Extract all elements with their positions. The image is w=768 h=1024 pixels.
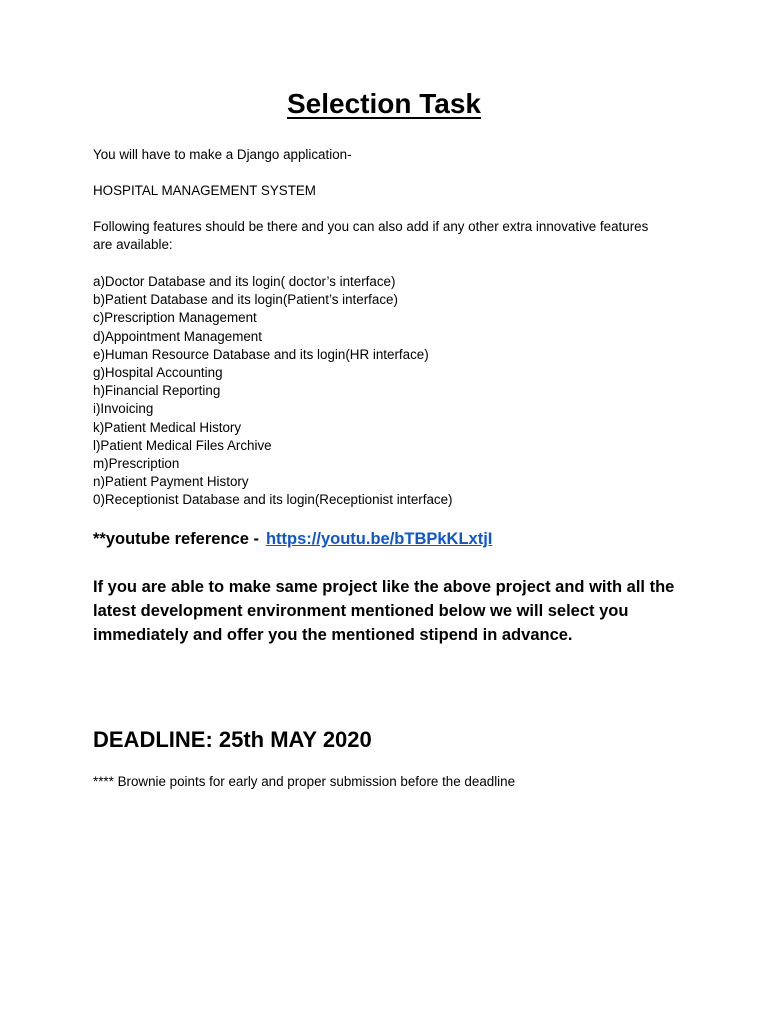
feature-item: g)Hospital Accounting	[93, 365, 223, 381]
youtube-reference	[93, 528, 492, 550]
offer-text: If you are able to make same project like the above project and with all the latest development environment mentioned below we will select you immediately and offer you the mentioned stipend in advance.	[93, 578, 675, 644]
features-intro-text: Following features should be there and you can also add if any other extra innovative features are available:	[93, 219, 649, 253]
intro-text: You will have to make a Django application-	[93, 147, 352, 162]
youtube-label: **youtube reference -	[93, 530, 259, 548]
document-title: Selection Task	[286, 88, 481, 119]
feature-item: e)Human Resource Database and its login(HR interface)	[93, 346, 429, 362]
deadline-heading: DEADLINE: 25th MAY 2020	[93, 727, 372, 752]
feature-item: h)Financial Reporting	[93, 383, 221, 399]
feature-list	[93, 273, 453, 510]
feature-item: b)Patient Database and its login(Patient’s interface)	[93, 292, 398, 308]
feature-item: 0)Receptionist Database and its login(Receptionist interface)	[93, 492, 453, 508]
youtube-link[interactable]: https://youtu.be/bTBPkKLxtjI	[265, 530, 493, 548]
brownie-note: **** Brownie points for early and proper submission before the deadline	[93, 774, 516, 789]
feature-item: m)Prescription	[93, 456, 180, 472]
system-name: HOSPITAL MANAGEMENT SYSTEM	[93, 183, 316, 198]
feature-item: d)Appointment Management	[93, 328, 262, 344]
feature-item: i)Invoicing	[93, 401, 154, 417]
feature-item: l)Patient Medical Files Archive	[93, 437, 272, 453]
feature-item: c)Prescription Management	[93, 310, 257, 326]
feature-item: k)Patient Medical History	[93, 419, 242, 435]
feature-item: a)Doctor Database and its login( doctor’s interface)	[93, 274, 396, 289]
feature-item: n)Patient Payment History	[93, 474, 249, 490]
